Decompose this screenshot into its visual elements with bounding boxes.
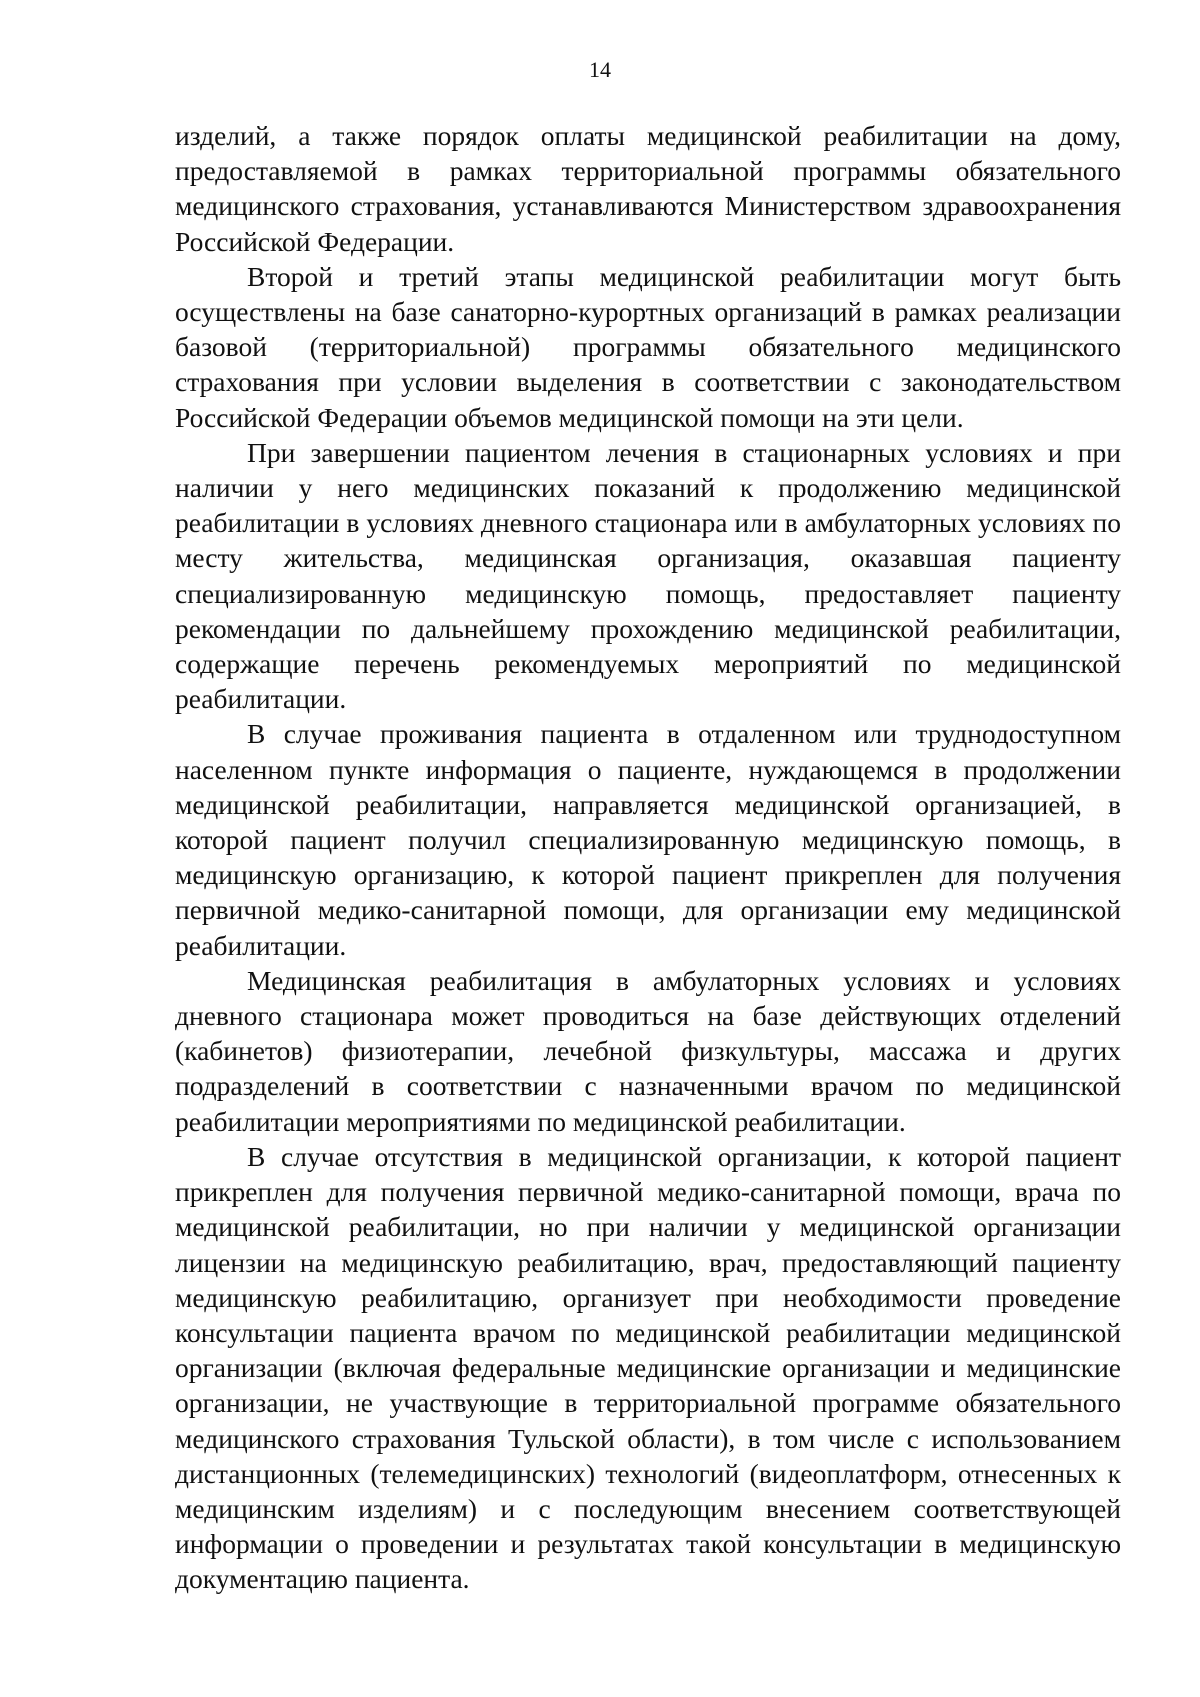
paragraph-consultation: В случае отсутствия в медицинской организации, к которой пациент прикреплен для получения первичной медико-санитарной помощи, врача по медицинской реабилитации, но при наличии у медицинской организации лицензии на медицинскую реабилитацию, врач, предоставляющий пациенту медицинскую реабилитацию, организует при необходимости проведение консультации пациента врачом по медицинской реабилитации медицинской организации (включая федеральные медицинские организации и медицинские организации, не участвующие в территориальной программе обязательного медицинского страхования Тульской области), в том числе с использованием дистанционных (телемедицинских) технологий (видеоплатформ, отнесенных к медицинским изделиям) и с последующим внесением соответствующей информации о проведении и результатах такой консультации в медицинскую документацию пациента.: [175, 1140, 1121, 1595]
paragraph-remote-location: В случае проживания пациента в отдаленном или труднодоступном населенном пункте информация о пациенте, нуждающемся в продолжении медицинской реабилитации, направляется медицинской организацией, в которой пациент получил специализированную медицинскую помощь, в медицинскую организацию, к которой пациент прикреплен для получения первичной медико-санитарной помощи, для организации ему медицинской реабилитации.: [175, 718, 1121, 961]
paragraph-outpatient-rehab: Медицинская реабилитация в амбулаторных условиях и условиях дневного стационара может проводиться на базе действующих отделений (кабинетов) физиотерапии, лечебной физкультуры, массажа и других подразделений в соответствии с назначенными врачом по медицинской реабилитации мероприятиями по медицинской реабилитации.: [175, 964, 1121, 1137]
paragraph-continuation: изделий, а также порядок оплаты медицинской реабилитации на дому, предоставляемой в рамках территориальной программы обязательного медицинского страхования, устанавливаются Министерством здравоохранения Российской Федерации.: [175, 120, 1121, 257]
paragraph-rehab-stages: Второй и третий этапы медицинской реабилитации могут быть осуществлены на базе санаторно-курортных организаций в рамках реализации базовой (территориальной) программы обязательного медицинского страхования при условии выделения в соответствии с законодательством Российской Федерации объемов медицинской помощи на эти цели.: [175, 260, 1121, 433]
page-number: 14: [589, 57, 611, 82]
paragraph-discharge-recommendations: При завершении пациентом лечения в стационарных условиях и при наличии у него медицинских показаний к продолжению медицинской реабилитации в условиях дневного стационара или в амбулаторных условиях по месту жительства, медицинская организация, оказавшая пациенту специализированную медицинскую помощь, предоставляет пациенту рекомендации по дальнейшему прохождению медицинской реабилитации, содержащие перечень рекомендуемых мероприятий по медицинской реабилитации.: [175, 436, 1121, 715]
document-body: [175, 118, 1121, 1597]
